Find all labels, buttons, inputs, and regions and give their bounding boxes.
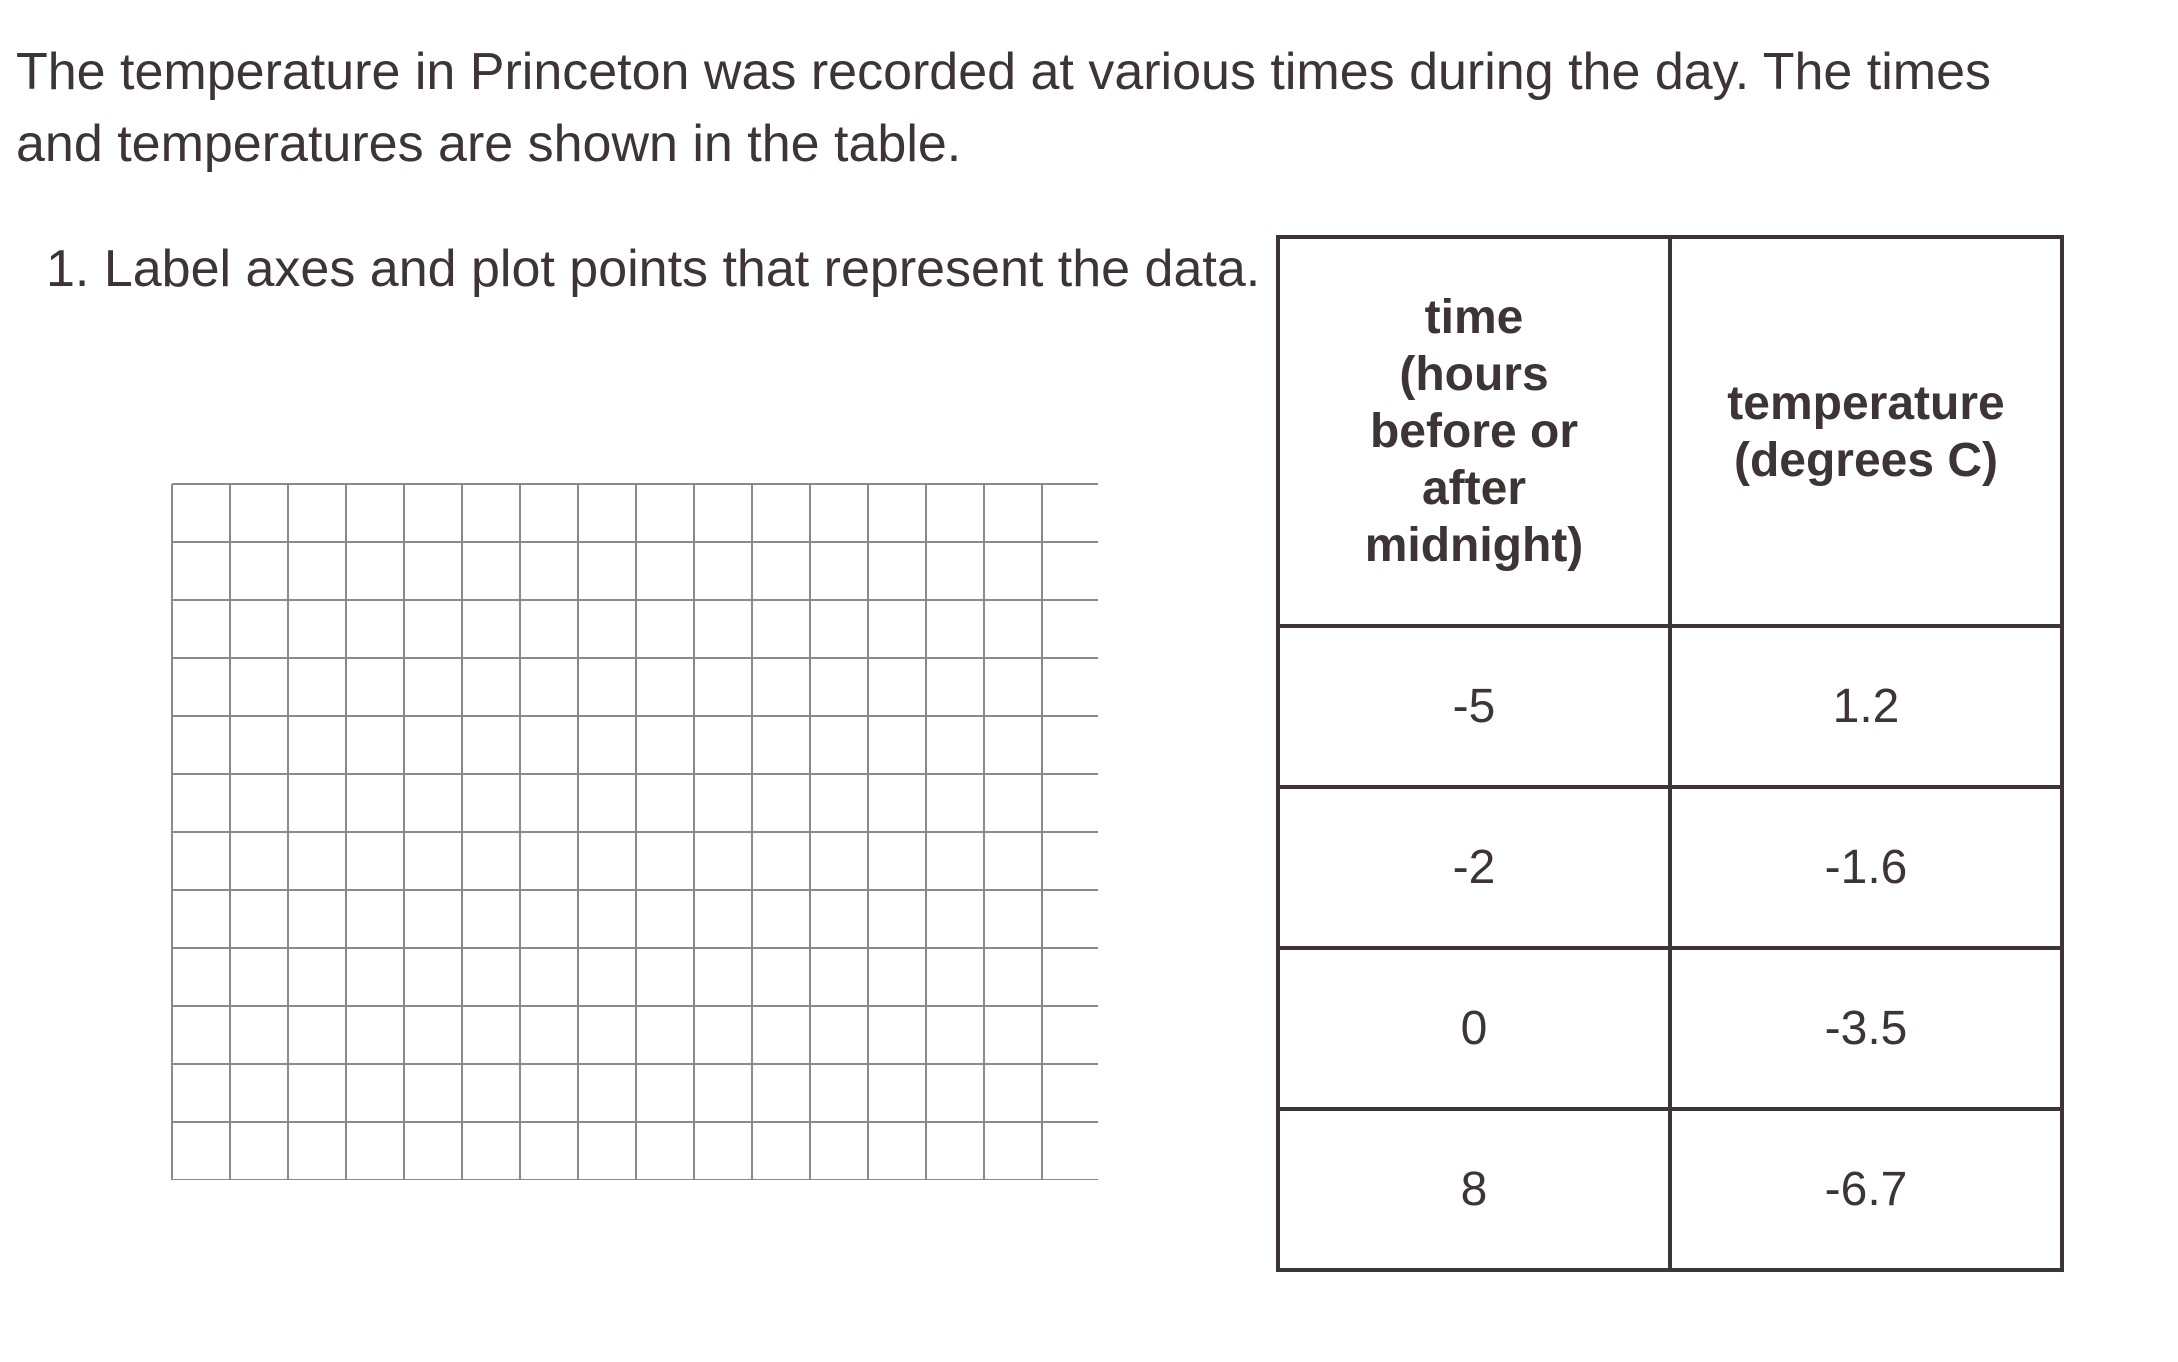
problem-statement: The temperature in Princeton was recorded at various times during the day. The times and temperatures are shown in the table.: [16, 43, 1992, 173]
time-cell: -5: [1278, 626, 1670, 787]
time-cell: 8: [1278, 1109, 1670, 1270]
table-row: [1278, 948, 2062, 1109]
table-row: [1278, 626, 2062, 787]
table-row: [1278, 787, 2062, 948]
time-cell: -2: [1278, 787, 1670, 948]
header-time: time (hours before or after midnight): [1278, 237, 1670, 626]
temperature-cell: -1.6: [1670, 787, 2062, 948]
table-header-row: [1278, 237, 2062, 626]
question-1: 1. Label axes and plot points that represent the data.: [46, 240, 1261, 298]
blank-graph-grid[interactable]: [168, 480, 1098, 1180]
header-temperature: temperature (degrees C): [1670, 237, 2062, 626]
temperature-cell: 1.2: [1670, 626, 2062, 787]
data-table: [1276, 235, 2064, 1272]
temperature-cell: -6.7: [1670, 1109, 2062, 1270]
time-cell: 0: [1278, 948, 1670, 1109]
table-row: [1278, 1109, 2062, 1270]
temperature-cell: -3.5: [1670, 948, 2062, 1109]
